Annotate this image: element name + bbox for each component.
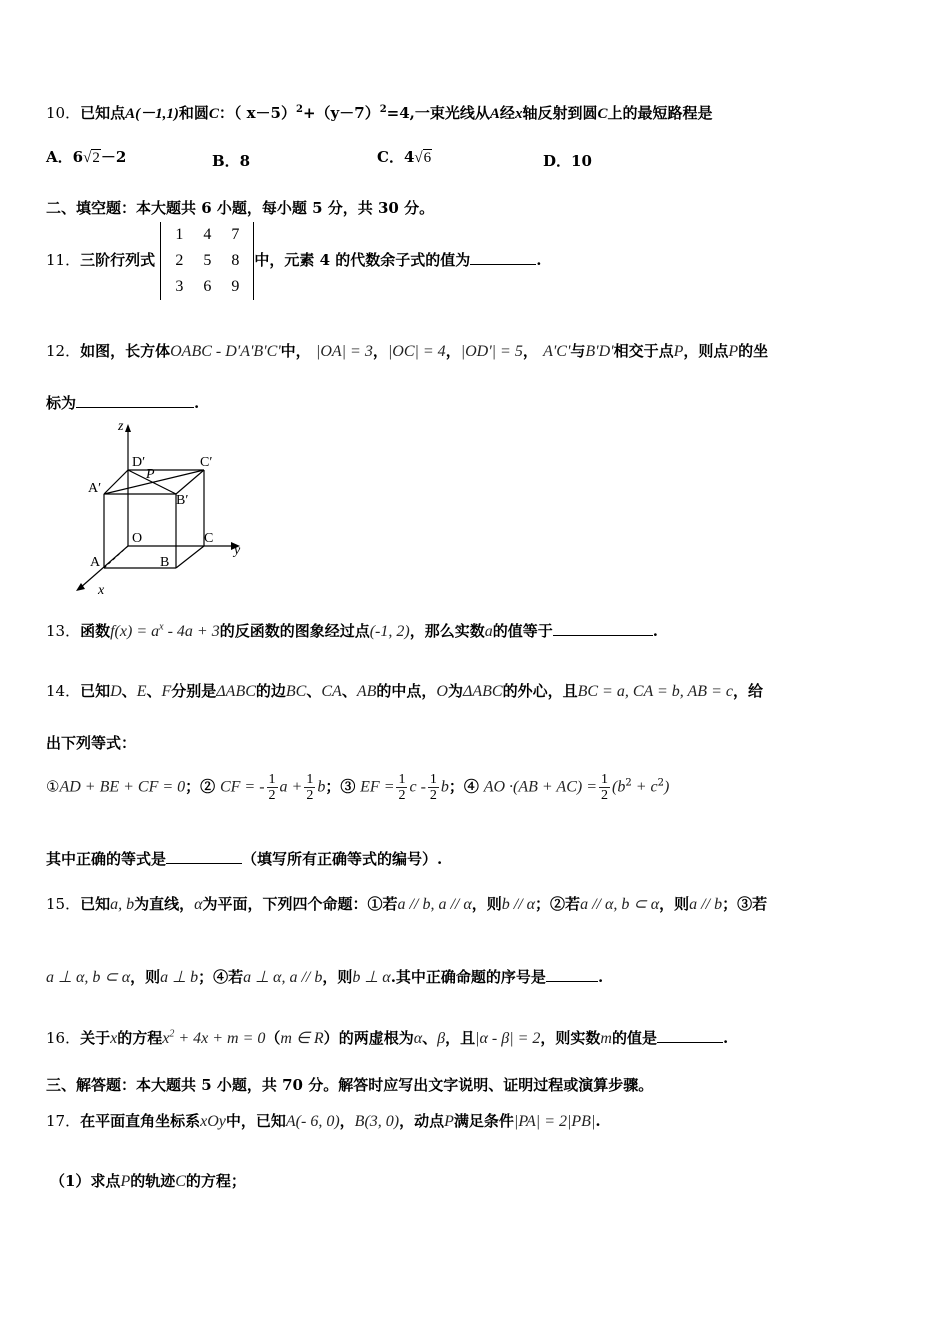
answer-blank-14[interactable] <box>166 849 242 864</box>
answer-blank-16[interactable] <box>657 1028 723 1043</box>
section-2-heading: 二、填空题：本大题共 6 小题，每小题 5 分，共 30 分。 <box>46 199 435 217</box>
label-z: z <box>118 419 124 434</box>
question-14: 14．已知D、E、F分别是ΔABC的边BC、CA、AB的中点，O为ΔABC的外心，且BC = a, CA = b, AB = c，给 <box>46 682 763 700</box>
label-d1: D′ <box>132 455 146 470</box>
label-c: C <box>204 531 214 546</box>
choice-d[interactable]: D．10 <box>543 152 592 170</box>
choice-c[interactable]: C．4√6 <box>377 148 432 166</box>
label-a: A <box>90 555 101 570</box>
choice-b[interactable]: B．8 <box>212 152 251 170</box>
cuboid-figure <box>70 418 260 598</box>
question-16: 16．关于x的方程$x^2 + 4x + m = 0(m$ ∈ R）的两虚根为α、β，且|α - β| = 2，则实数m的值是 . <box>46 1028 729 1047</box>
label-p: P <box>146 467 155 482</box>
section-3-heading: 三、解答题：本大题共 5 小题，共 70 分。解答时应写出文字说明、证明过程或演算步骤。 <box>46 1076 654 1094</box>
label-o: O <box>132 531 143 546</box>
question-12: 12．如图，长方体OABC - D'A'B'C'中， |OA| = 3，|OC| = 4，|OD'| = 5， A'C'与B'D'相交于点P，则点P的坐 <box>46 342 769 360</box>
question-11: 11．三阶行列式 1 4 7 2 5 8 3 6 9中，元素 4 的代数余子式的值为 . <box>46 222 910 300</box>
answer-blank-11[interactable] <box>470 250 536 265</box>
choice-a[interactable]: A．6√2－2 <box>46 148 127 166</box>
label-x: x <box>98 583 105 598</box>
question-13: 13．函数$f(x) = a^x - 4a + 3$的反函数的图象经过点(-1, 2)，那么实数a的值等于 . <box>46 621 658 640</box>
question-12-line2: 标为 . <box>46 394 200 412</box>
question-10: 10．已知点A(－1,1)和圆C：（ $x-5)^2+(y-7)^2=4$,一束光线从A经x轴反射到圆C上的最短路程是 <box>46 104 713 122</box>
label-b: B <box>160 555 170 570</box>
answer-blank-15[interactable] <box>546 967 598 982</box>
question-14-line2: 出下列等式： <box>46 734 137 752</box>
label-b1: B′ <box>176 493 189 508</box>
question-17-part1: （1）求点P的轨迹C的方程； <box>50 1172 246 1190</box>
question-14-equations: ①AD + BE + CF = 0；② CF = - $\frac{1}{2}$ a + $\frac{1}{2}$ b；③ EF = $\frac{1}{2}$ c - $\frac{1}{2}$ b；④ AO ·(AB + AC) = $\frac{1}{2}$ $(b^2 + c^2)$ <box>46 772 670 803</box>
label-a1: A′ <box>88 481 102 496</box>
question-15-line2: a ⊥ α, b ⊂ α，则a ⊥ b；④若a ⊥ α, a // b，则b ⊥ α.其中正确命题的序号是 . <box>46 968 604 986</box>
question-15: 15．已知a, b为直线，α为平面，下列四个命题：①若a // b, a // α，则b // α；②若a // α, b ⊂ α，则a // b；③若 <box>46 895 768 913</box>
question-14-line4: 其中正确的等式是 （填写所有正确等式的编号）. <box>46 850 443 868</box>
answer-blank-12[interactable] <box>76 393 194 408</box>
label-c1: C′ <box>200 455 213 470</box>
answer-blank-13[interactable] <box>553 621 653 636</box>
question-17: 17．在平面直角坐标系xOy中，已知A(- 6, 0)，B(3, 0)，动点P满足条件|PA| = 2|PB|. <box>46 1112 601 1130</box>
label-y: y <box>234 543 241 558</box>
determinant: 1 4 7 2 5 8 3 6 9 <box>160 222 254 300</box>
